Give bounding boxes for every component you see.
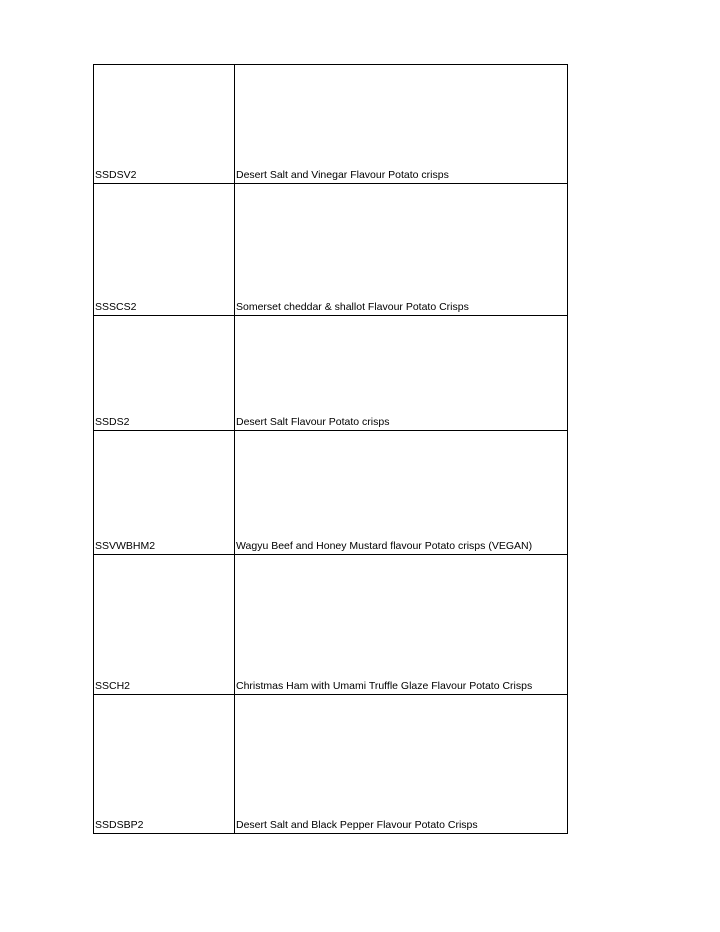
table-row: [94, 65, 568, 184]
product-description-cell: Wagyu Beef and Honey Mustard flavour Potato crisps (VEGAN): [235, 431, 568, 555]
table-row: [94, 695, 568, 834]
product-code-cell: SSDS2: [94, 316, 235, 431]
table-row: [94, 184, 568, 316]
product-code-cell: SSVWBHM2: [94, 431, 235, 555]
product-description-cell: Desert Salt and Vinegar Flavour Potato crisps: [235, 65, 568, 184]
product-description-cell: Somerset cheddar & shallot Flavour Potato Crisps: [235, 184, 568, 316]
product-description-cell: Desert Salt and Black Pepper Flavour Potato Crisps: [235, 695, 568, 834]
table-row: [94, 555, 568, 695]
table-row: [94, 316, 568, 431]
product-description-cell: Christmas Ham with Umami Truffle Glaze Flavour Potato Crisps: [235, 555, 568, 695]
product-description-cell: Desert Salt Flavour Potato crisps: [235, 316, 568, 431]
product-code-cell: SSDSV2: [94, 65, 235, 184]
table-row: [94, 431, 568, 555]
product-table: [93, 64, 568, 834]
product-code-cell: SSCH2: [94, 555, 235, 695]
product-code-cell: SSDSBP2: [94, 695, 235, 834]
product-code-cell: SSSCS2: [94, 184, 235, 316]
